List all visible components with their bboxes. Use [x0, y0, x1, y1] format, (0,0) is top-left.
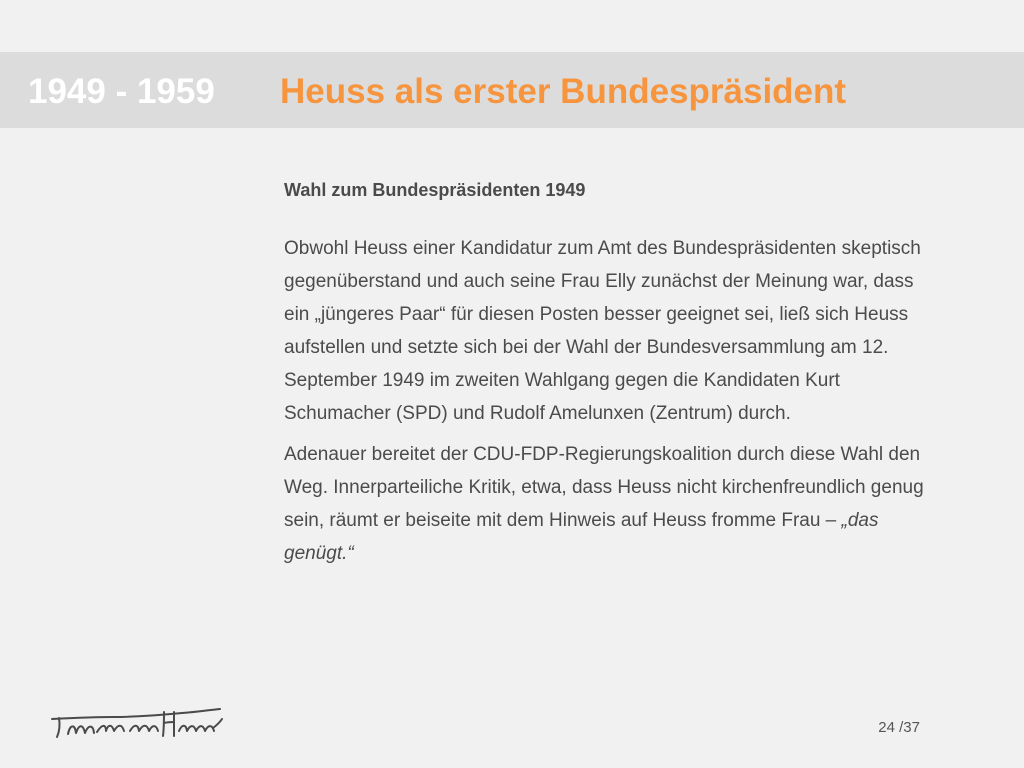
- body-paragraph-2-text: Adenauer bereitet der CDU-FDP-Regierungskoalition durch diese Wahl den Weg. Innerparteiliche Kritik, etwa, dass Heuss nicht kirchenfreundlich genug sein, räumt er beiseite mit dem Hinweis auf Heuss fromme Frau –: [284, 444, 924, 531]
- slide-years: 1949 - 1959: [28, 72, 215, 111]
- slide-content: [284, 176, 944, 578]
- section-subtitle: Wahl zum Bundespräsidenten 1949: [284, 180, 586, 200]
- body-paragraph-2: [284, 438, 944, 570]
- page-number: 24 /37: [878, 719, 920, 736]
- body-paragraph-2-quote: „das genügt.“: [284, 510, 879, 564]
- body-paragraph-1: Obwohl Heuss einer Kandidatur zum Amt des Bundespräsidenten skeptisch gegenüberstand und auch seine Frau Elly zunächst der Meinung war, dass ein „jüngeres Paar“ für diesen Posten besser geeignet sei, ließ sich Heuss aufstellen und setzte sich bei der Wahl der Bundesversammlung am 12. September 1949 im zweiten Wahlgang gegen die Kandidaten Kurt Schumacher (SPD) und Rudolf Amelunxen (Zentrum) durch.: [284, 238, 921, 424]
- slide-title: Heuss als erster Bundespräsident: [280, 72, 847, 111]
- signature-image: [48, 700, 224, 750]
